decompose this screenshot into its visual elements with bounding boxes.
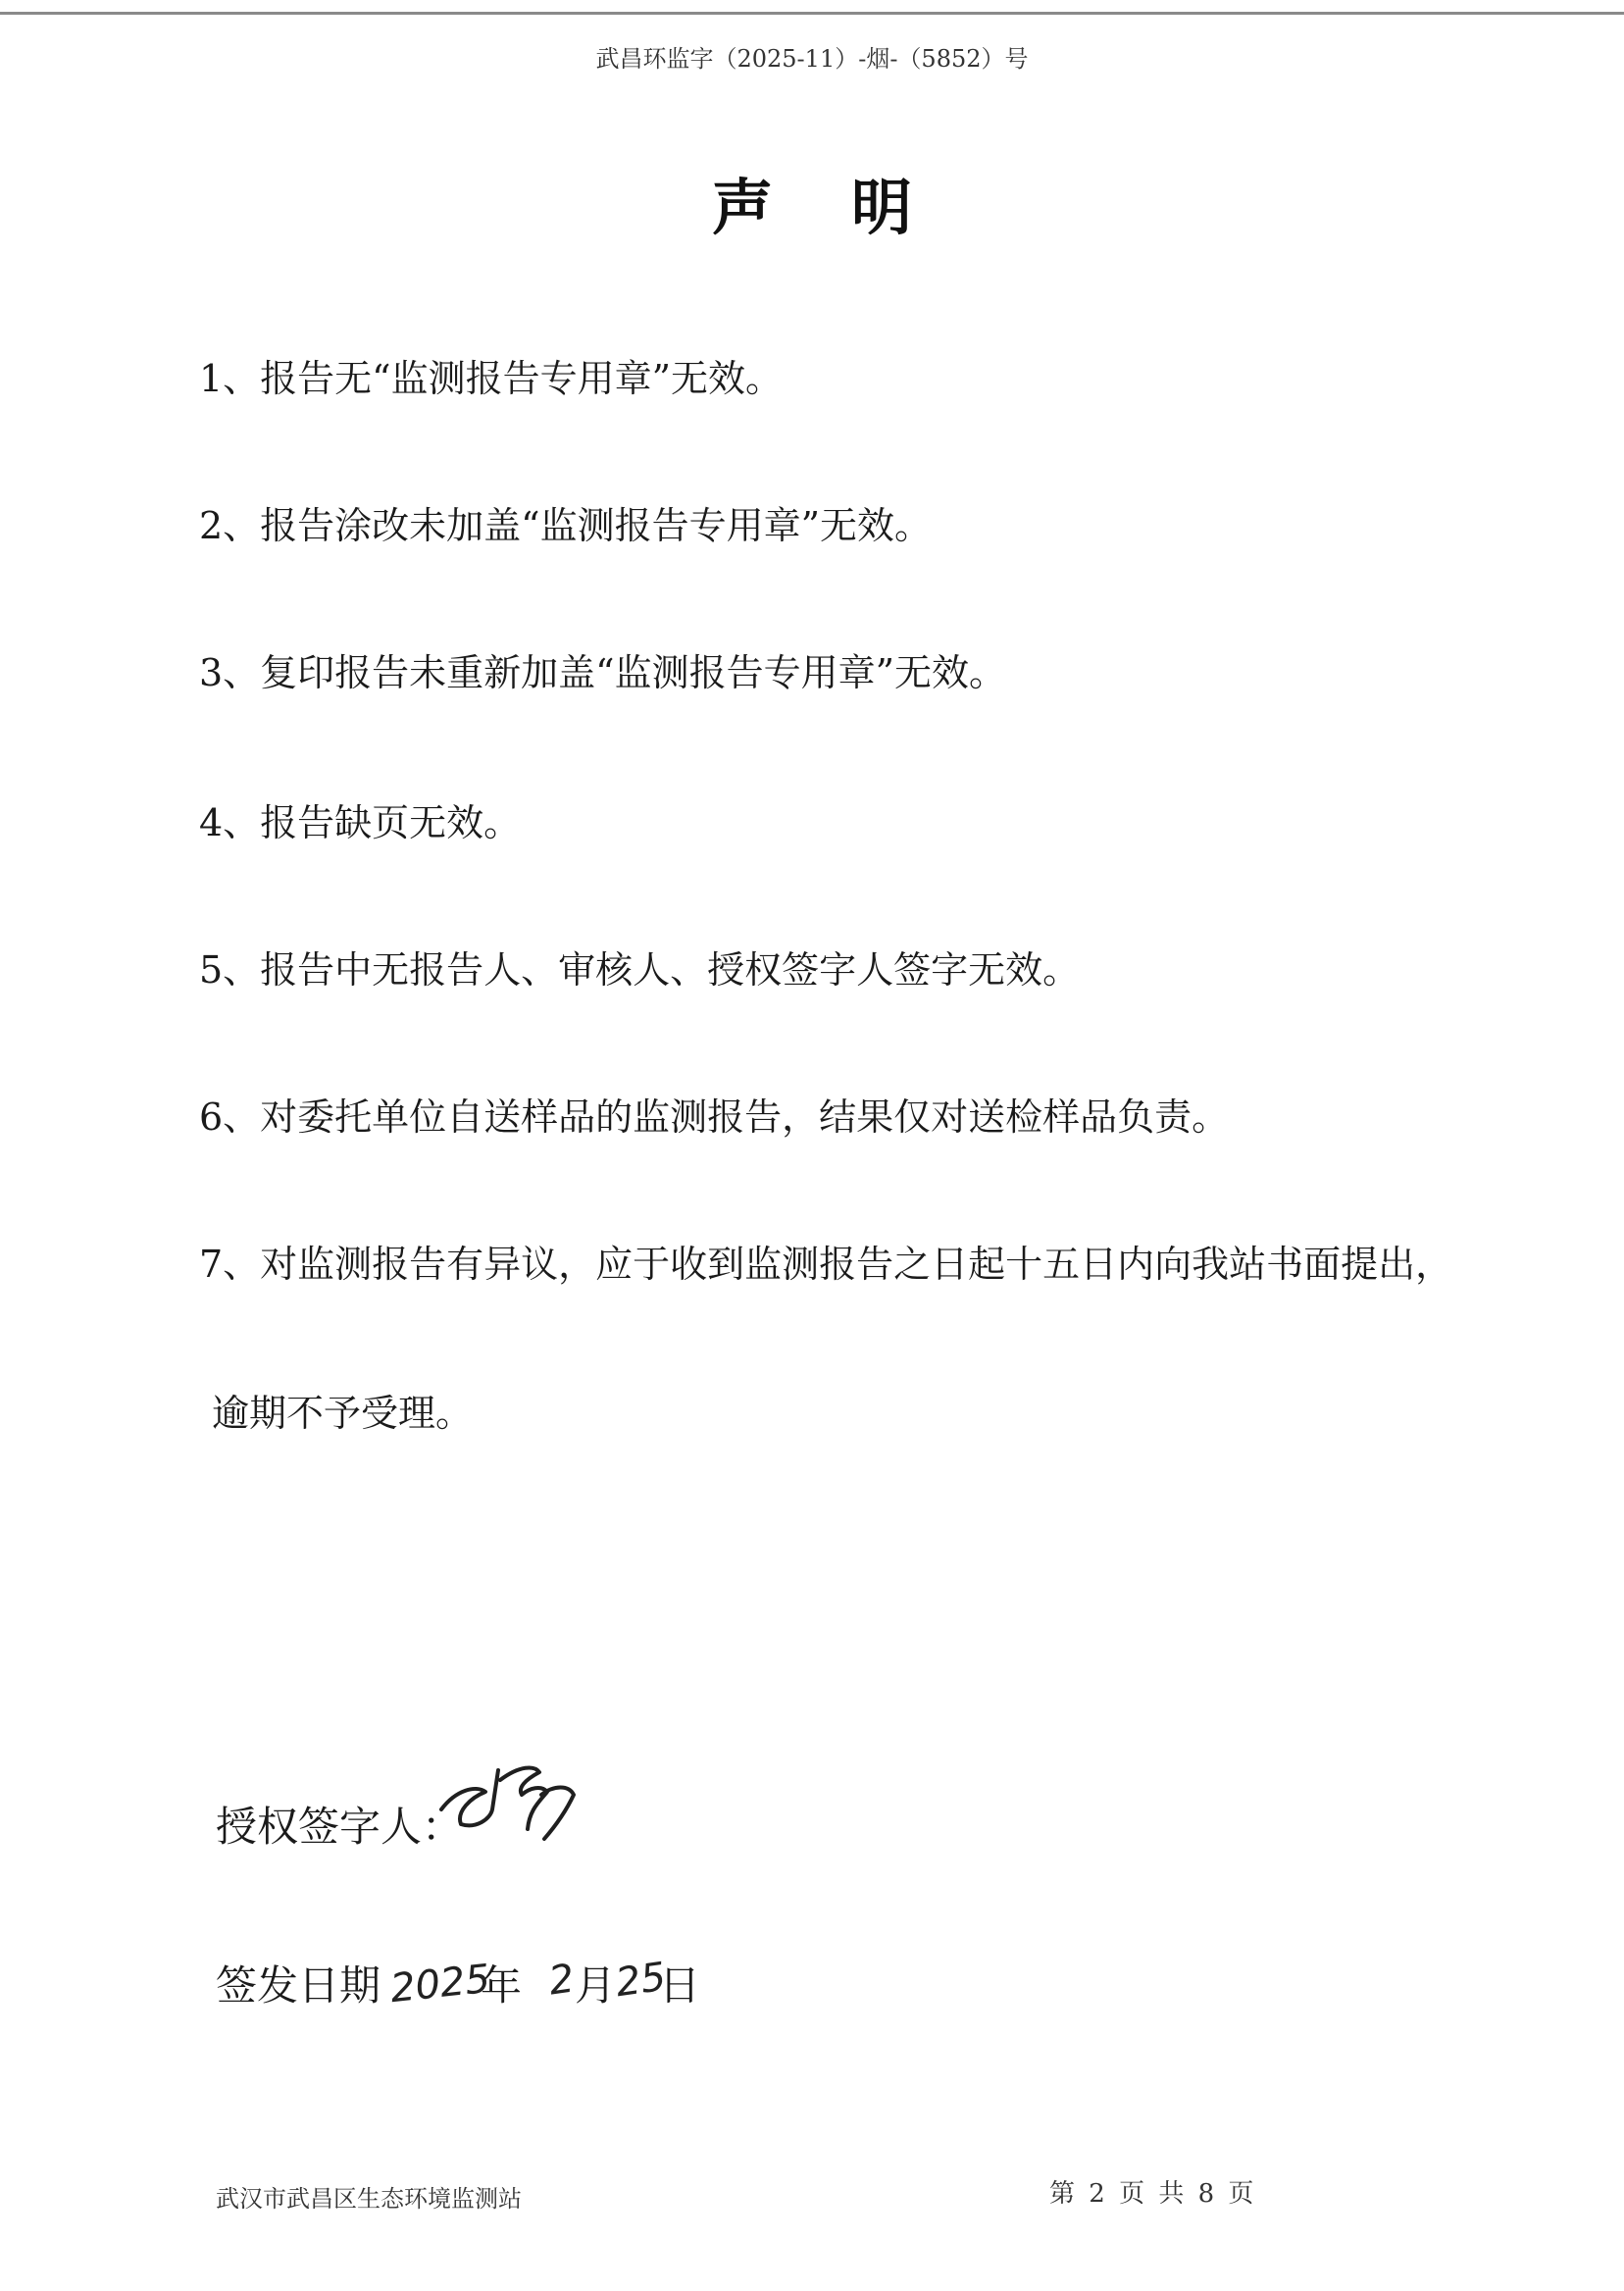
footer-organization: 武汉市武昌区生态环境监测站 bbox=[216, 2185, 522, 2213]
handwritten-day: 25 bbox=[613, 1954, 669, 2007]
clause-7: 7、对监测报告有异议，应于收到监测报告之日起十五日内向我站书面提出， bbox=[199, 1243, 1453, 1286]
clause-3: 3、复印报告未重新加盖“监测报告专用章”无效。 bbox=[199, 651, 1007, 694]
handwritten-signature bbox=[431, 1741, 588, 1849]
document-number: 武昌环监字（2025-11）-烟-（5852）号 bbox=[595, 45, 1029, 73]
handwritten-month: 2 bbox=[545, 1956, 578, 2005]
authorized-signer-label: 授权签字人： bbox=[216, 1803, 464, 1851]
handwritten-year: 2025 bbox=[387, 1956, 492, 2012]
top-rule bbox=[0, 12, 1624, 15]
clause-4: 4、报告缺页无效。 bbox=[199, 801, 522, 844]
page-title: 声明 bbox=[711, 172, 990, 243]
clause-6: 6、对委托单位自送样品的监测报告，结果仅对送检样品负责。 bbox=[199, 1095, 1230, 1139]
year-unit: 年 bbox=[481, 1961, 523, 2010]
clause-5: 5、报告中无报告人、审核人、授权签字人签字无效。 bbox=[199, 948, 1081, 992]
footer-page-info: 第 2 页 共 8 页 bbox=[1049, 2179, 1257, 2209]
clause-7-continuation: 逾期不予受理。 bbox=[212, 1392, 474, 1435]
clause-1: 1、报告无“监测报告专用章”无效。 bbox=[199, 357, 784, 400]
month-unit: 月 bbox=[575, 1961, 617, 2010]
day-unit: 日 bbox=[659, 1961, 701, 2010]
clause-2: 2、报告涂改未加盖“监测报告专用章”无效。 bbox=[199, 504, 933, 547]
issue-date-label: 签发日期 bbox=[216, 1961, 381, 2010]
